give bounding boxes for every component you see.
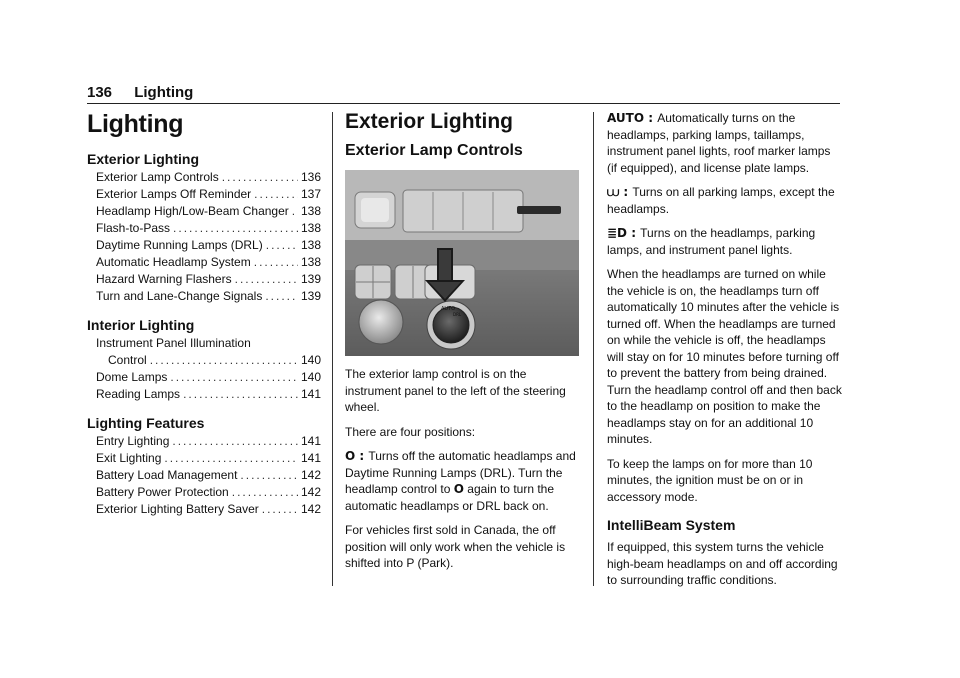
leader-dots — [262, 501, 298, 518]
toc-entry-page: 141 — [300, 387, 321, 401]
intellibeam-paragraph: If equipped, this system turns the vehicle high-beam headlamps on and off according to surrounding traffic conditions. — [607, 540, 838, 587]
toc-entry[interactable] — [96, 271, 321, 288]
toc-entry[interactable] — [96, 169, 321, 186]
toc-entry[interactable] — [96, 369, 321, 386]
leader-dots — [172, 433, 298, 450]
toc-entry[interactable] — [96, 484, 321, 501]
auto-position-item — [607, 110, 843, 176]
toc-entry[interactable] — [96, 220, 321, 237]
toc-list-features — [87, 433, 321, 518]
toc-entry[interactable] — [96, 467, 321, 484]
page-header — [87, 84, 193, 101]
toc-entry-page: 142 — [300, 485, 321, 499]
toc-entry[interactable] — [96, 335, 321, 352]
toc-entry-label: Automatic Headlamp System — [96, 255, 251, 269]
toc-entry[interactable] — [96, 433, 321, 450]
headlamp-control-photo — [345, 170, 579, 356]
toc-entry-label: Battery Load Management — [96, 468, 238, 482]
toc-entry-label: Exterior Lighting Battery Saver — [96, 502, 259, 516]
toc-column — [87, 110, 321, 518]
off-icon: O — [453, 482, 464, 496]
toc-entry-label: Instrument Panel Illumination — [96, 336, 251, 350]
leader-dots — [183, 386, 298, 403]
leader-dots — [265, 288, 298, 305]
separator: : — [644, 111, 658, 125]
separator: : — [355, 449, 369, 463]
toc-entry-page: 138 — [300, 221, 321, 235]
leader-dots — [173, 220, 298, 237]
toc-entry-label: Turn and Lane-Change Signals — [96, 289, 263, 303]
parking-lamps-icon: ⩊ — [607, 185, 620, 199]
article-column-1 — [345, 110, 580, 580]
positions-intro: There are four positions: — [345, 424, 476, 439]
toc-entry[interactable] — [96, 386, 321, 403]
toc-entry-label: Dome Lamps — [96, 370, 168, 384]
off-icon: O — [345, 449, 356, 463]
canada-note: For vehicles first sold in Canada, the off position will only work when the vehicle is shifted into P (Park). — [345, 523, 566, 570]
off-position-item — [345, 448, 580, 514]
toc-entry-page: 139 — [300, 289, 321, 303]
leader-dots — [292, 203, 298, 220]
headlamp-position-item: ≣D : Turns on the headlamps, parking lamps, and instrument panel lights. — [607, 226, 816, 257]
headlamp-description: Turns on the headlamps, parking lamps, and instrument panel lights. — [607, 226, 816, 257]
toc-entry[interactable] — [96, 237, 321, 254]
toc-list-interior — [87, 335, 321, 403]
dial-drl-label: DRL — [453, 312, 462, 317]
toc-entry-label: Daytime Running Lamps (DRL) — [96, 238, 263, 252]
toc-entry-page: 140 — [300, 353, 321, 367]
toc-entry-page: 136 — [300, 170, 321, 184]
running-section-title: Lighting — [134, 84, 194, 101]
parking-description: Turns on all parking lamps, except the headlamps. — [607, 185, 835, 216]
toc-entry-label: Exit Lighting — [96, 451, 162, 465]
dial-auto-label: AUTO — [441, 306, 456, 312]
toc-list-exterior — [87, 169, 321, 305]
toc-entry[interactable] — [96, 450, 321, 467]
leader-dots — [240, 467, 298, 484]
leader-dots — [164, 450, 298, 467]
toc-entry[interactable] — [96, 288, 321, 305]
toc-entry-label: Control — [108, 353, 147, 367]
off-description-2: again to turn the automatic headlamps or DRL back on. — [345, 482, 555, 513]
toc-heading-exterior: Exterior Lighting — [87, 151, 199, 167]
leader-dots — [254, 254, 298, 271]
header-rule — [87, 103, 840, 104]
toc-entry-label: Entry Lighting — [96, 434, 170, 448]
headlamp-icon: ≣D — [607, 226, 628, 240]
intro-paragraph: The exterior lamp control is on the instrument panel to the left of the steering wheel. — [345, 367, 566, 414]
toc-entry[interactable] — [96, 254, 321, 271]
toc-entry-continued[interactable] — [96, 352, 321, 369]
toc-entry-page: 138 — [300, 238, 321, 252]
toc-heading-interior: Interior Lighting — [87, 317, 195, 333]
chapter-title: Exterior Lighting — [345, 110, 513, 133]
column-divider — [593, 112, 594, 586]
toc-entry-label: Flash-to-Pass — [96, 221, 171, 235]
toc-title: Lighting — [87, 110, 184, 138]
toc-entry[interactable] — [96, 501, 321, 518]
leader-dots — [254, 186, 298, 203]
toc-entry-label: Hazard Warning Flashers — [96, 272, 232, 286]
column-divider — [332, 112, 333, 586]
auto-description: Automatically turns on the headlamps, parking lamps, taillamps, instrument panel lights, roof marker lamps (if equipped), and license plate lamps. — [607, 111, 831, 175]
toc-entry-page: 137 — [300, 187, 321, 201]
toc-entry-label: Exterior Lamps Off Reminder — [96, 187, 252, 201]
toc-entry-label: Battery Power Protection — [96, 485, 229, 499]
toc-entry-page: 138 — [300, 204, 321, 218]
toc-entry-page: 142 — [300, 468, 321, 482]
auto-off-paragraph: When the headlamps are turned on while the vehicle is on, the headlamps turn off automatically 10 minutes after the vehicle is turned off. When the headlamps are turned on while the vehicle is off, the headlamps will stay on for 10 minutes before turning off to prevent the battery from being drained. Turn the headlamp control off and then back to the headlamp on position to make the headlamps stay on for an additional 10 minutes. — [607, 267, 842, 446]
auto-label: AUTO — [607, 111, 645, 125]
page-number: 136 — [87, 84, 113, 101]
leader-dots — [235, 271, 298, 288]
toc-entry-page: 140 — [300, 370, 321, 384]
article-column-2 — [607, 110, 843, 597]
toc-entry-page: 142 — [300, 502, 321, 516]
leader-dots — [170, 369, 298, 386]
toc-entry-page: 139 — [300, 272, 321, 286]
toc-entry[interactable] — [96, 186, 321, 203]
leader-dots — [150, 352, 298, 369]
keep-on-paragraph: To keep the lamps on for more than 10 minutes, the ignition must be on or in accessory mode. — [607, 456, 813, 504]
toc-heading-features: Lighting Features — [87, 415, 205, 431]
leader-dots — [266, 237, 298, 254]
intellibeam-heading: IntelliBeam System — [607, 517, 736, 533]
toc-entry[interactable] — [96, 203, 321, 220]
toc-entry-page: 141 — [300, 451, 321, 465]
toc-entry-label: Reading Lamps — [96, 387, 181, 401]
leader-dots — [222, 169, 298, 186]
parking-position-item: ⩊ : Turns on all parking lamps, except the headlamps. — [607, 185, 835, 216]
toc-entry-label: Exterior Lamp Controls — [96, 170, 219, 184]
section-title: Exterior Lamp Controls — [345, 142, 523, 159]
leader-dots — [232, 484, 298, 501]
toc-entry-page: 138 — [300, 255, 321, 269]
off-description: Turns off the automatic headlamps and Daytime Running Lamps (DRL). Turn the headlamp control to — [345, 449, 576, 496]
toc-entry-page: 141 — [300, 434, 321, 448]
toc-entry-label: Headlamp High/Low-Beam Changer — [96, 204, 289, 218]
